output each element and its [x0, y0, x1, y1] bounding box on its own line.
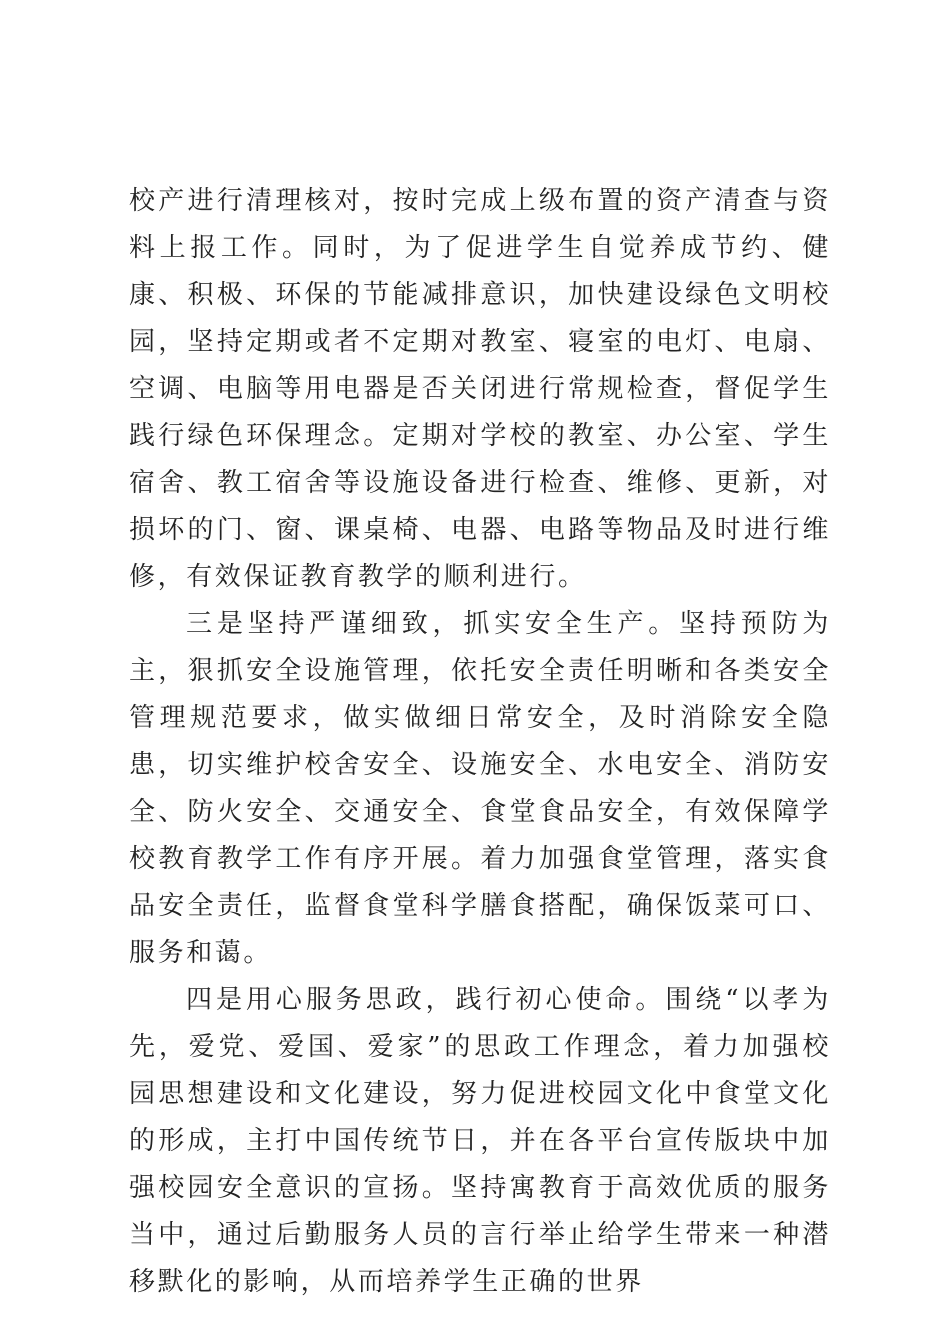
- paragraph-asset-maintenance: 校产进行清理核对，按时完成上级布置的资产清查与资料上报工作。同时，为了促进学生自觉养成节约、健康、积极、环保的节能减排意识，加快建设绿色文明校园，坚持定期或者不定期对教室、寝室的电灯、电扇、空调、电脑等用电器是否关闭进行常规检查，督促学生践行绿色环保理念。定期对学校的教室、办公室、学生宿舍、教工宿舍等设施设备进行检查、维修、更新，对损坏的门、窗、课桌椅、电器、电路等物品及时进行维修，有效保证教育教学的顺利进行。: [129, 186, 831, 592]
- document-body: [129, 178, 831, 1306]
- paragraph-ideological-service: 四是用心服务思政，践行初心使命。围绕“以孝为先，爱党、爱国、爱家”的思政工作理念，着力加强校园思想建设和文化建设，努力促进校园文化中食堂文化的形成，主打中国传统节日，并在各平台宣传版块中加强校园安全意识的宣扬。坚持寓教育于高效优质的服务当中，通过后勤服务人员的言行举止给学生带来一种潜移默化的影响，从而培养学生正确的世界: [129, 985, 831, 1297]
- paragraph-safety-production: 三是坚持严谨细致，抓实安全生产。坚持预防为主，狠抓安全设施管理，依托安全责任明晰和各类安全管理规范要求，做实做细日常安全，及时消除安全隐患，切实维护校舍安全、设施安全、水电安全、消防安全、防火安全、交通安全、食堂食品安全，有效保障学校教育教学工作有序开展。着力加强食堂管理，落实食品安全责任，监督食堂科学膳食搭配，确保饭菜可口、服务和蔼。: [129, 609, 831, 968]
